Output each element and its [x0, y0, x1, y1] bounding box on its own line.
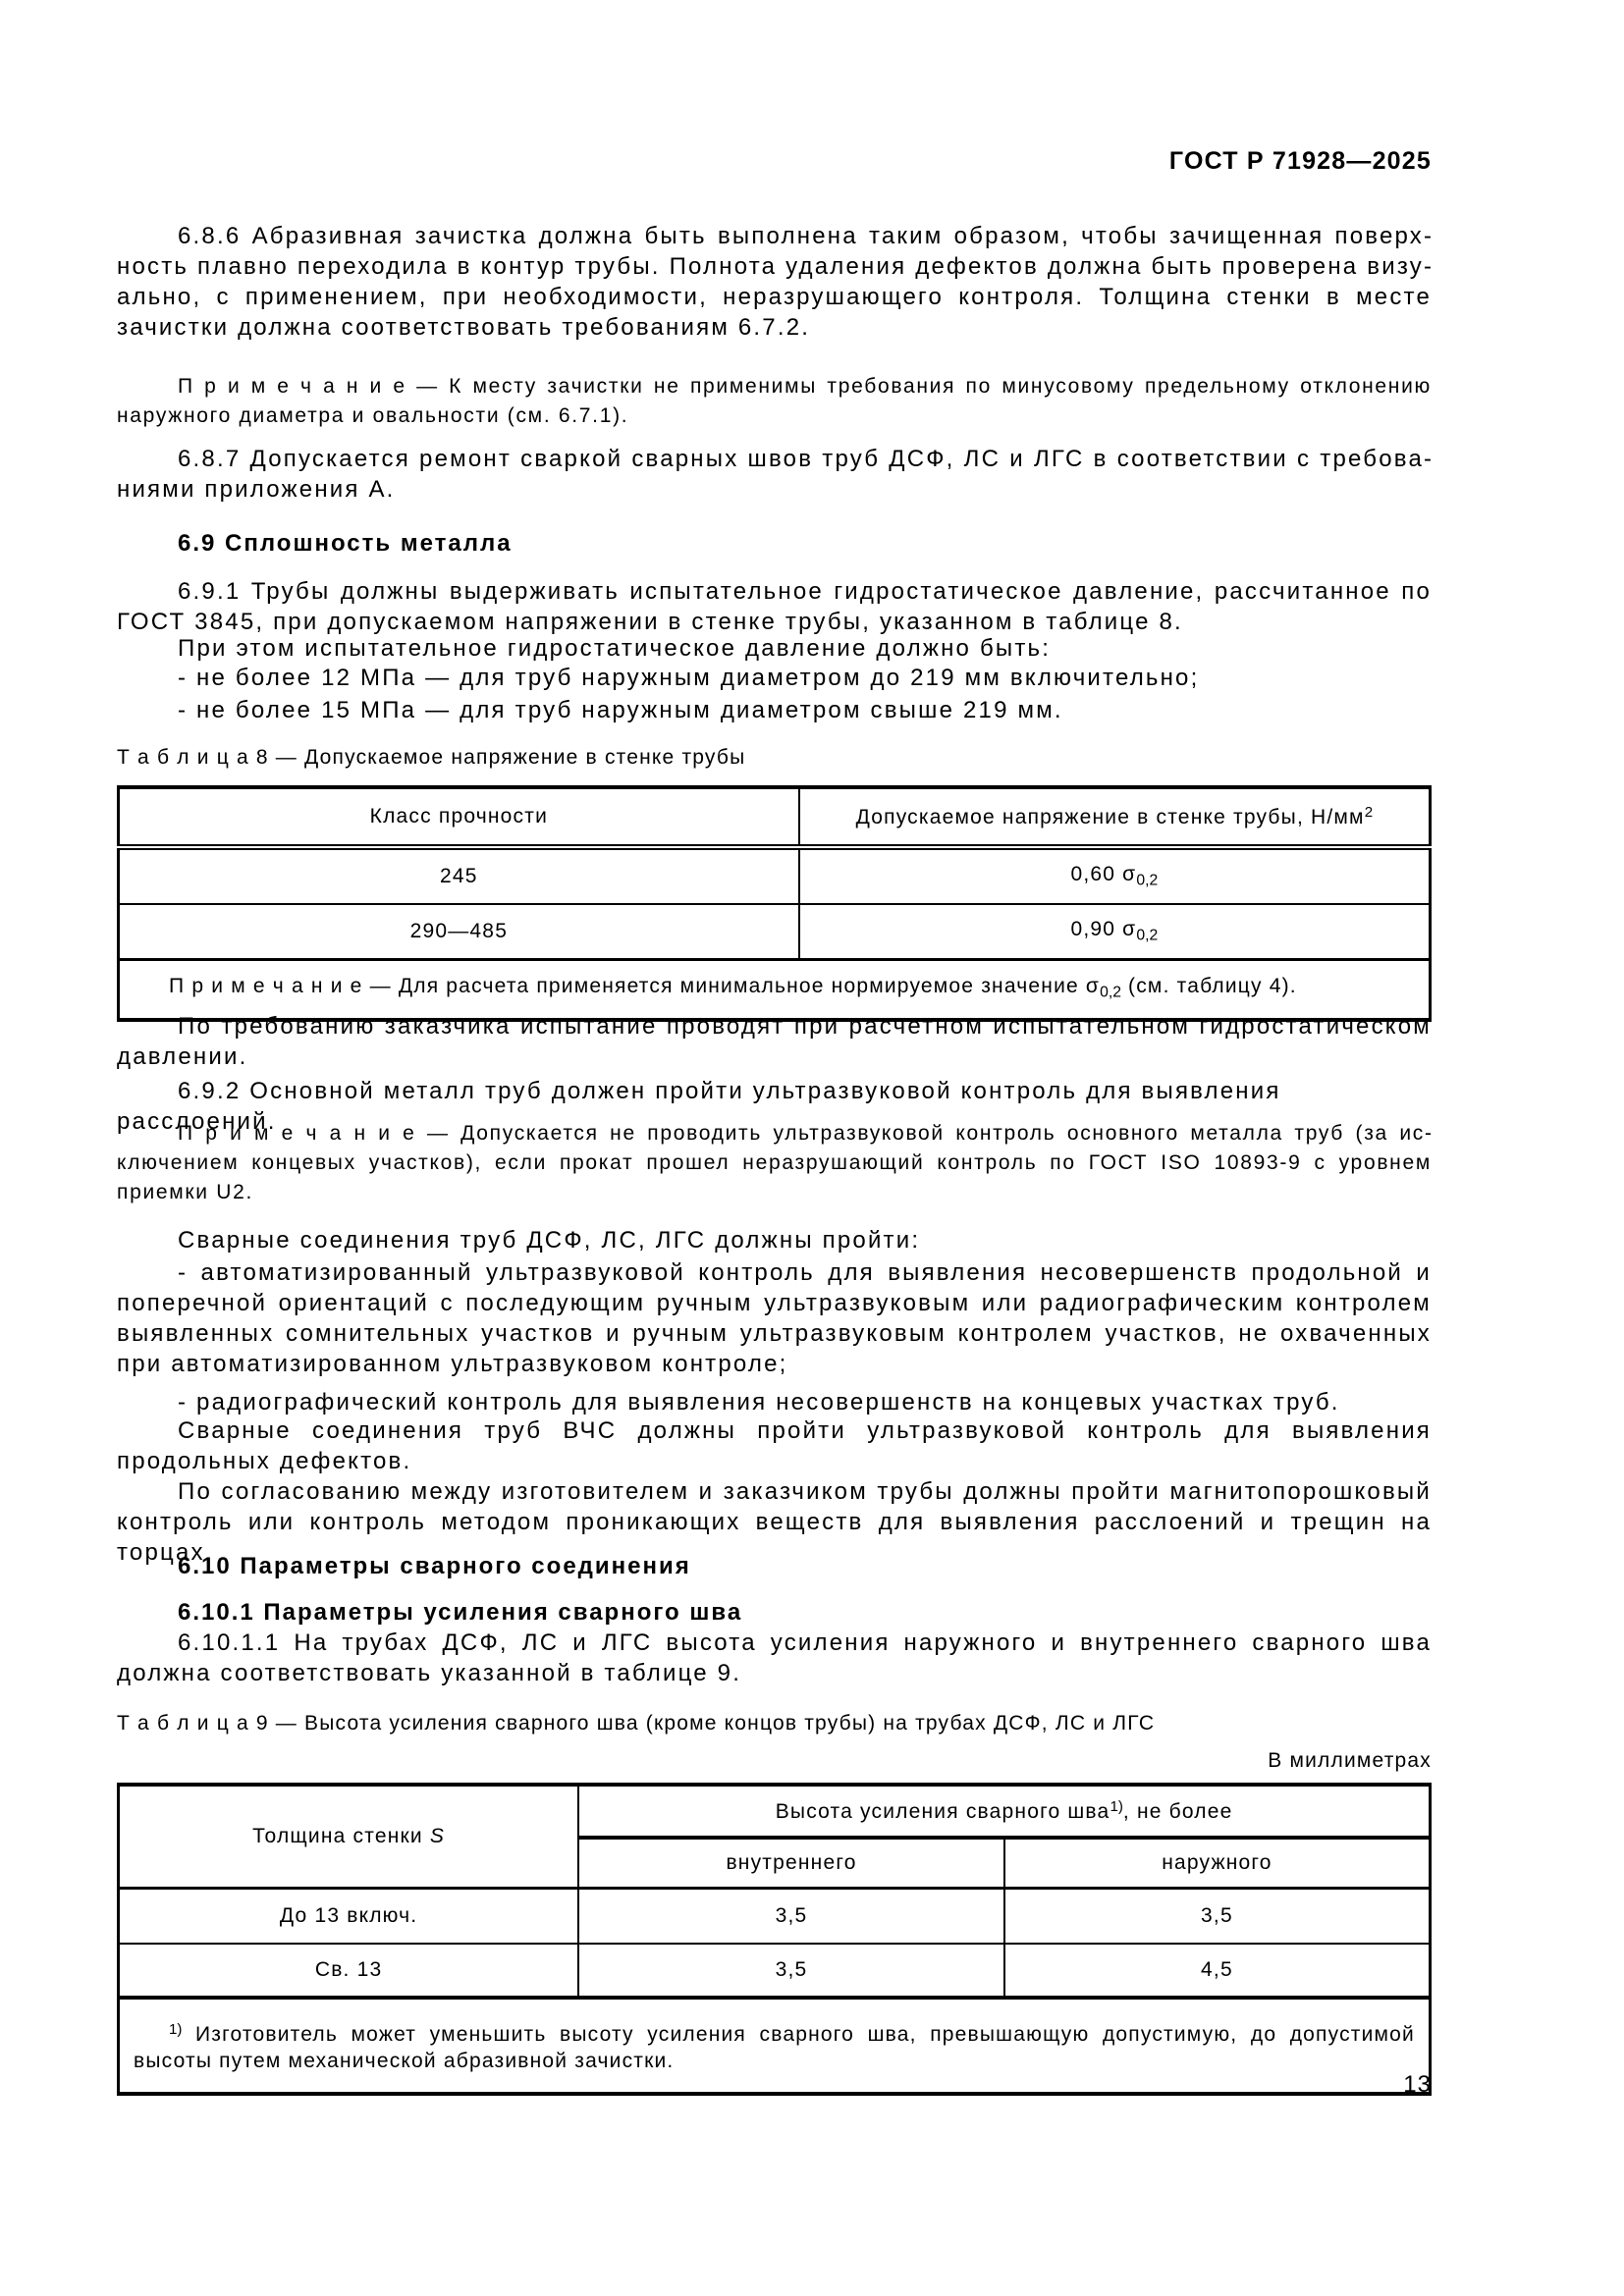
cell-inner-height: 3,5 [578, 1889, 1004, 1945]
paragraph-6-8-6: 6.8.6 Абразивная зачистка должна быть выполнена таким образом, чтобы зачищенная поверхность плавно переходила в контур трубы. Полнота удаления дефектов должна быть проверена визуально, с применением, при необходимости, неразрушающего контроля. Толщина стенки в месте зачистки должна соответствовать требованиям 6.7.2. [117, 223, 1432, 341]
table-9-header-thickness: Толщина стенки S [119, 1785, 579, 1889]
note-6-8-6: П р и м е ч а н и е — К месту зачистки не применимы требования по минусовому предельному отклонению наружного диаметра и овальности (см. 6.7.1). [117, 375, 1432, 427]
paragraph-6-10-1-1: 6.10.1.1 На трубах ДСФ, ЛС и ЛГС высота усиления наружного и внутреннего сварного шва должна соответствовать указанной в таблице 9. [117, 1629, 1432, 1686]
table-9 [117, 1783, 1432, 2096]
list-item-pressure-2: - не более 15 МПа — для труб наружным диаметром свыше 219 мм. [178, 697, 1063, 723]
table-9-subheader-outer: наружного [1004, 1838, 1431, 1889]
table-9-wrapper [117, 1783, 1432, 2096]
cell-stress-value: 0,90 $\sigma_{0,2}$ [799, 904, 1431, 960]
table-8-wrapper [117, 785, 1432, 1022]
subscript-02: 0,2 [1100, 984, 1121, 1001]
paragraph-6-9-1: 6.9.1 Трубы должны выдерживать испытательное гидростатическое давление, рассчитанное по ГОСТ 3845, при допускаемом напряжении в стенке трубы, указанном в таблице 8. [117, 578, 1432, 635]
table-9-units: В миллиметрах [1268, 1749, 1432, 1772]
subscript-02: 0,2 [1136, 872, 1159, 889]
paragraph-6-8-7: 6.8.7 Допускается ремонт сваркой сварных швов труб ДСФ, ЛС и ЛГС в соответствии с требованиями приложения А. [117, 446, 1432, 503]
superscript-footnote-1: 1) [1110, 1798, 1123, 1816]
list-item-welded-1: - автоматизированный ультразвуковой контроль для выявления несовершенств продольной и поперечной ориентаций с последующим ручным ультразвуковым или радиографическим контролем выявленных сомнительных участков и ручным ультразвуковым контролем участков, не охваченных при автоматизированном ультразвуковом контроле; [117, 1259, 1432, 1377]
table-9-subheader-inner: внутреннего [578, 1838, 1004, 1889]
paragraph-pressure-intro: При этом испытательное гидростатическое давление должно быть: [178, 635, 1052, 662]
table-9-group-header-row [119, 1785, 1431, 1838]
table-8-header-stress: Допускаемое напряжение в стенке трубы, $Н/мм^2$ [799, 787, 1431, 847]
cell-stress-value: 0,60 $\sigma_{0,2}$ [799, 847, 1431, 904]
list-item-welded-2: - радиографический контроль для выявления несовершенств на концевых участках труб. [178, 1389, 1340, 1415]
variable-S: S [429, 1825, 446, 1847]
table-9-caption: Т а б л и ц а 9 — Высота усиления сварного шва (кроме концов трубы) на трубах ДСФ, ЛС и ЛГС [117, 1712, 1156, 1735]
table-row [119, 847, 1431, 904]
heading-6-10-1: 6.10.1 Параметры усиления сварного шва [178, 1599, 743, 1626]
heading-6-10: 6.10 Параметры сварного соединения [178, 1553, 691, 1579]
table-8-note: П р и м е ч а н и е — Для расчета применяется минимальное нормируемое значение $\sigma_{0,2}$ (см. таблицу 4). [169, 974, 1297, 1001]
paragraph-after-table-8: По требованию заказчика испытание проводят при расчетном испытательном гидростатическом давлении. [117, 1013, 1432, 1070]
cell-outer-height: 4,5 [1004, 1944, 1431, 1998]
table-9-header-weld-height: Высота усиления сварного шва$^{1)}$, не более [578, 1785, 1430, 1838]
table-row [119, 1944, 1431, 1998]
table-8-header-row [119, 787, 1431, 847]
subscript-02: 0,2 [1136, 927, 1159, 944]
cell-strength-class: 245 [119, 847, 799, 904]
cell-thickness: Св. 13 [119, 1944, 579, 1998]
table-row [119, 904, 1431, 960]
paragraph-vchs: Сварные соединения труб ВЧС должны пройти ультразвуковой контроль для выявления продольных дефектов. [117, 1417, 1432, 1474]
cell-outer-height: 3,5 [1004, 1889, 1431, 1945]
paragraph-welded-intro: Сварные соединения труб ДСФ, ЛС, ЛГС должны пройти: [178, 1227, 921, 1254]
table-8-caption: Т а б л и ц а 8 — Допускаемое напряжение в стенке трубы [117, 746, 746, 769]
doc-code-header: ГОСТ Р 71928—2025 [1168, 147, 1432, 175]
page-number: 13 [1403, 2071, 1432, 2098]
heading-6-9: 6.9 Сплошность металла [178, 530, 513, 557]
list-item-pressure-1: - не более 12 МПа — для труб наружным диаметром до 219 мм включительно; [178, 665, 1200, 691]
cell-inner-height: 3,5 [578, 1944, 1004, 1998]
table-row [119, 1889, 1431, 1945]
superscript-2: 2 [1364, 804, 1374, 822]
table-9-footnote: $^{1)}$ Изготовитель может уменьшить высоту усиления сварного шва, превышающую допустимую, до допустимой высоты путем механической абразивной зачистки. [134, 2020, 1415, 2073]
table-8 [117, 785, 1432, 1022]
note-6-9-2: П р и м е ч а н и е — Допускается не проводить ультразвуковой контроль основного металла труб (за исключением концевых участков), если прокат прошел неразрушающий контроль по ГОСТ ISO 10893-9 с уровнем приемки U2. [117, 1122, 1432, 1203]
table-8-header-strength-class: Класс прочности [119, 787, 799, 847]
paragraph-6-9-2: 6.9.2 Основной металл труб должен пройти ультразвуковой контроль для выявления расслоений. [117, 1078, 1281, 1135]
cell-thickness: До 13 включ. [119, 1889, 579, 1945]
superscript-footnote-1: 1) [169, 2020, 183, 2038]
paragraph-agreement: По согласованию между изготовителем и заказчиком трубы должны пройти магнитопорошковый контроль или контроль методом проникающих веществ для выявления расслоений и трещин на торцах. [117, 1478, 1432, 1566]
cell-strength-class: 290—485 [119, 904, 799, 960]
